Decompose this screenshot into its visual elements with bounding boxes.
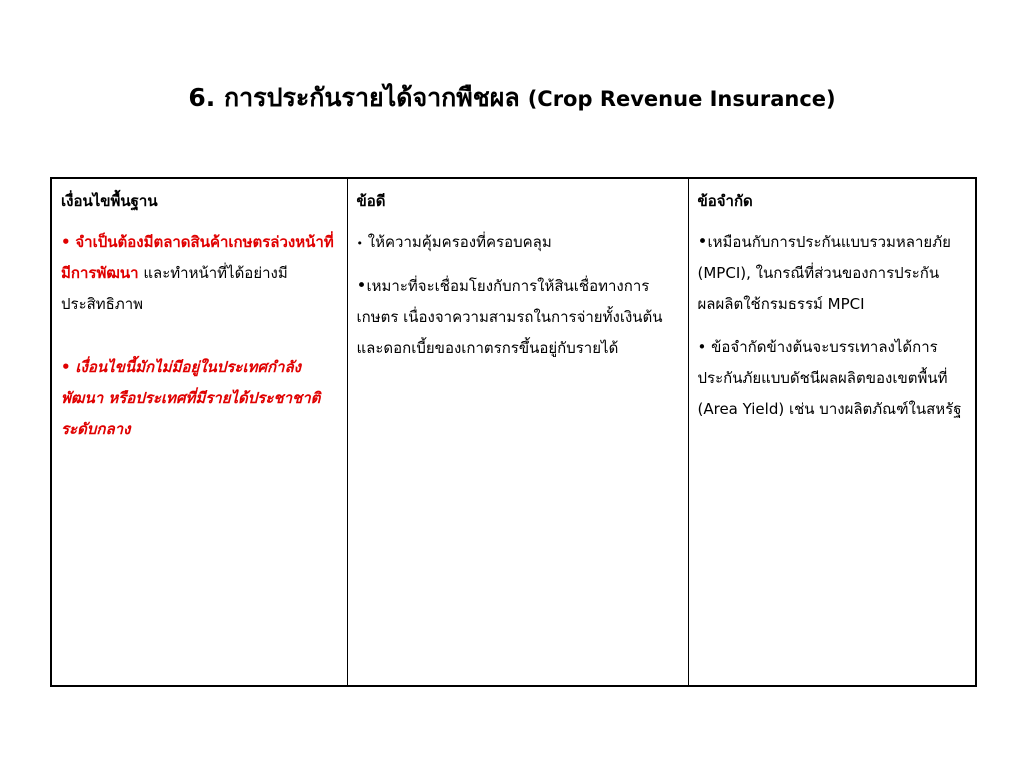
- title-english: (Crop Revenue Insurance): [527, 87, 836, 111]
- list-item: [61, 352, 338, 445]
- item-text: เหมาะที่จะเชื่อมโยงกับการให้สินเชื่อทางการเกษตร เนื่องจาความสามรถในการจ่ายทั้งเงินต้นและดอกเบี้ยของเกาตรกรขึ้นอยู่กับรายได้: [356, 277, 663, 357]
- item-red-text: จำเป็นต้องมีตลาดสินค้าเกษตรล่วงหน้าที่มีการพัฒนา: [61, 233, 334, 282]
- title-thai: 6. การประกันรายได้จากพืชผล: [188, 83, 520, 112]
- item-red-text: เงื่อนไขนี้มักไม่มีอยู่ในประเทศกำลังพัฒนา หรือประเทศที่มีรายได้ประชาชาติระดับกลาง: [61, 358, 321, 438]
- item-text: ข้อจำกัดข้างต้นจะบรรเทาลงได้การประกันภัยแบบดัชนีผลผลิตของเขตพื้นที่ (Area Yield) เช่น บางผลิตภัณฑ์ในสหรัฐ: [697, 338, 962, 418]
- column-basic-conditions: [51, 178, 347, 686]
- list-item: [698, 332, 967, 425]
- slide-title: [0, 78, 1024, 118]
- table-row: [51, 178, 976, 686]
- column-header: ข้อดี: [356, 192, 386, 210]
- list-item: [357, 271, 679, 364]
- item-text: เหมือนกับการประกันแบบรวมหลายภัย (MPCI), ในกรณีที่ส่วนของการประกันผลผลิตใช้กรมธรรม์ MPCI: [697, 233, 951, 313]
- comparison-table: [50, 177, 977, 687]
- list-item: [61, 227, 338, 320]
- item-text: ให้ความคุ้มครองที่ครอบคลุม: [367, 233, 552, 251]
- bullet: •: [356, 276, 367, 296]
- column-advantages: [347, 178, 688, 686]
- column-header: ข้อจำกัด: [697, 192, 753, 210]
- item-text: และทำหน้าที่ได้อย่างมีประสิทธิภาพ: [61, 264, 288, 313]
- list-item: [357, 227, 679, 259]
- bullet: •: [356, 237, 363, 250]
- bullet: •: [697, 338, 707, 356]
- bullet: •: [697, 232, 708, 252]
- list-item: [698, 227, 967, 320]
- bullet: •: [61, 233, 71, 251]
- column-limitations: [688, 178, 976, 686]
- bullet: •: [61, 358, 71, 376]
- column-header: เงื่อนไขพื้นฐาน: [61, 192, 158, 210]
